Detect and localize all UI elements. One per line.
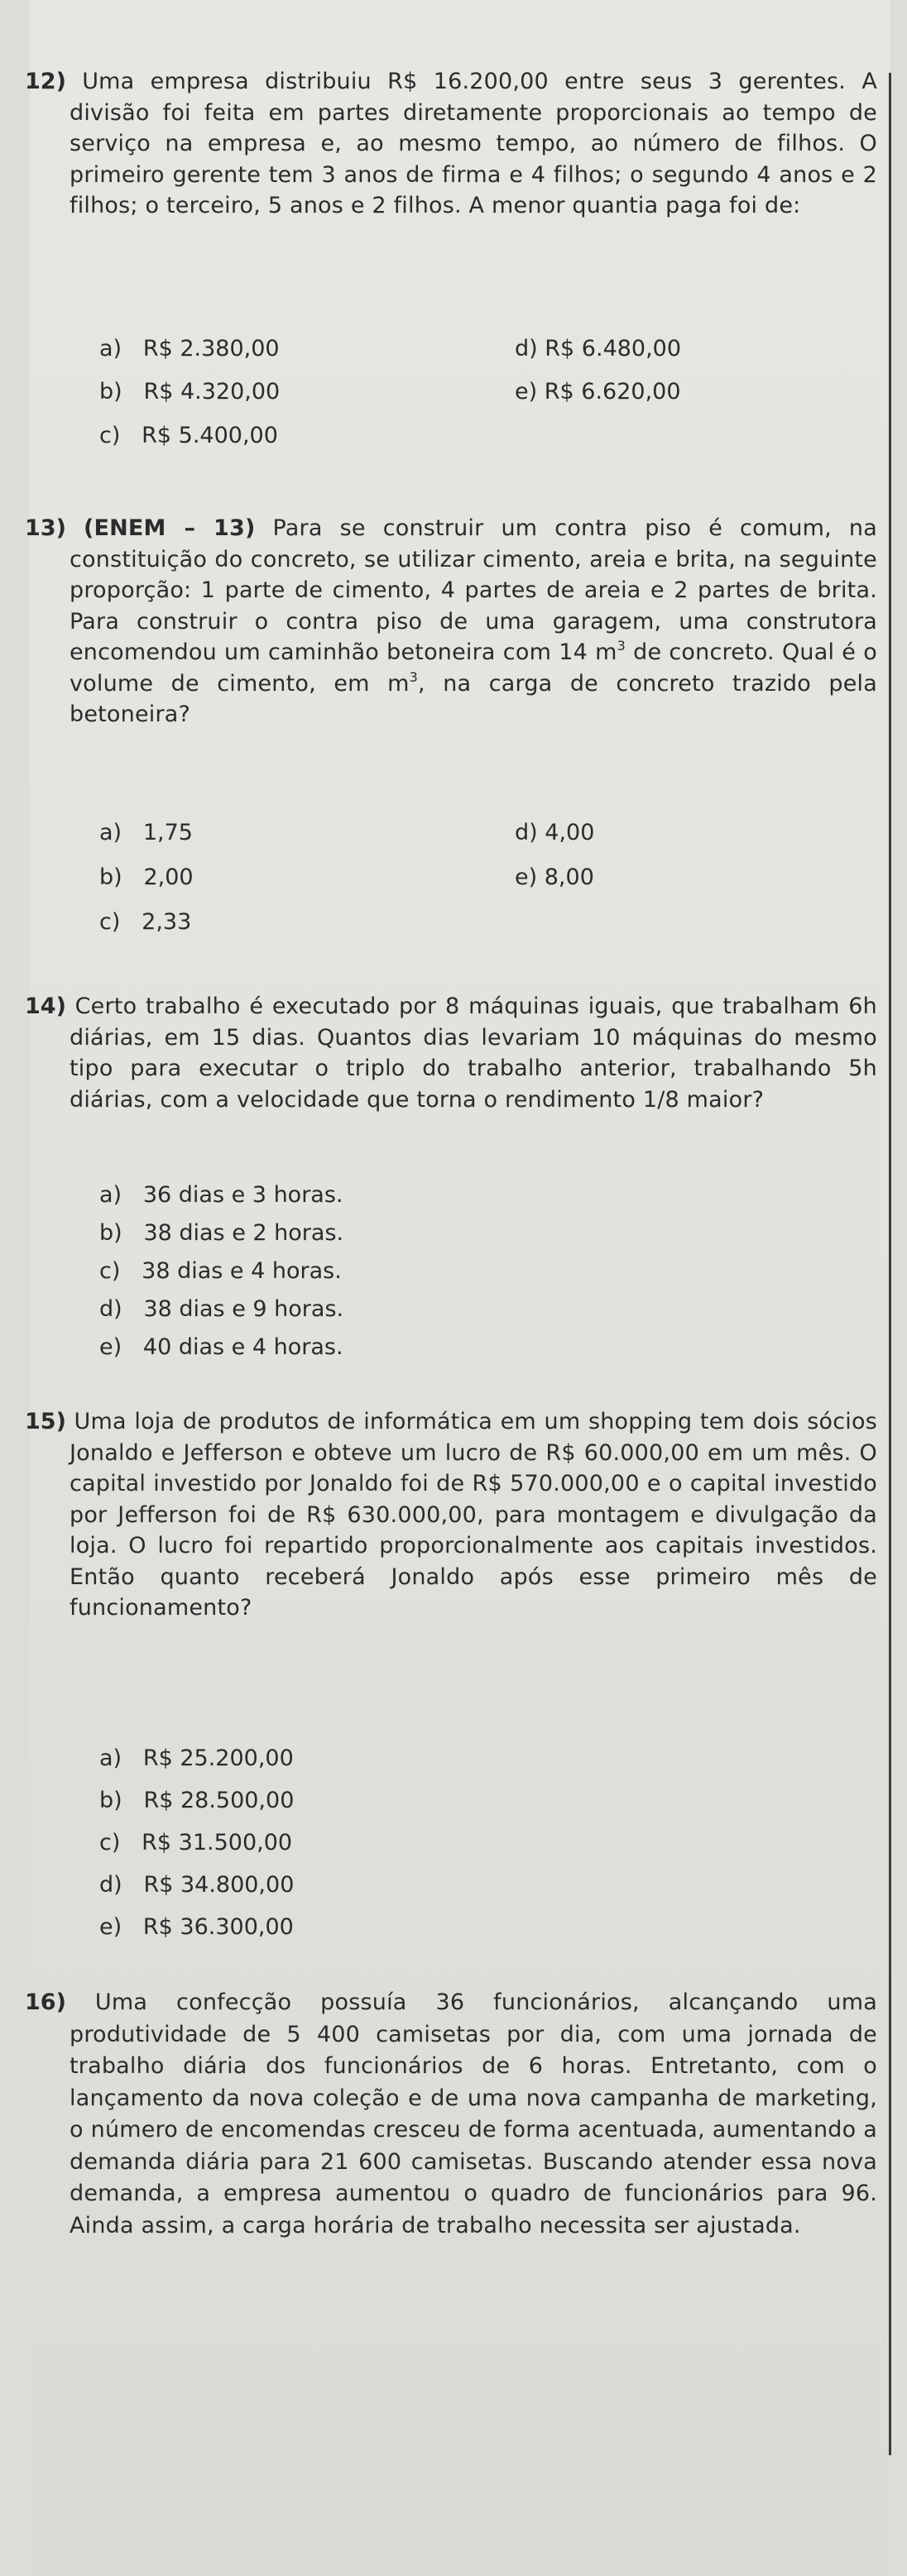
question-12-option-c <box>99 422 278 450</box>
option-letter: a) <box>99 1182 122 1208</box>
option-letter: e) <box>99 1914 122 1940</box>
option-text: 38 dias e 9 horas. <box>143 1296 344 1322</box>
question-13-option-d <box>515 819 594 847</box>
question-statement-cont: de concreto. Qual é o volume de cimento, em <box>70 639 877 697</box>
question-12 <box>25 66 877 222</box>
question-13-option-a <box>99 819 193 847</box>
question-13-option-e <box>515 864 594 892</box>
option-letter: b) <box>99 1220 122 1246</box>
option-text: 4,00 <box>545 820 595 845</box>
question-number: 12) <box>25 69 66 94</box>
option-text: R$ 28.500,00 <box>143 1788 295 1813</box>
option-text: R$ 6.480,00 <box>545 336 682 362</box>
option-text: 1,75 <box>142 820 193 845</box>
option-letter: e) <box>515 379 538 405</box>
option-text: 40 dias e 4 horas. <box>142 1334 343 1360</box>
option-letter: d) <box>99 1296 122 1322</box>
question-13-text <box>25 513 877 730</box>
question-12-option-e <box>515 378 681 406</box>
option-text: R$ 6.620,00 <box>544 379 681 405</box>
question-14-option-c <box>99 1257 342 1286</box>
question-16 <box>25 1987 877 2242</box>
question-statement: Uma confecção possuía 36 funcionários, alcançando uma produtividade de 5 400 camisetas por dia, com uma jornada de trabalho diária dos funcionários de 6 horas. Entretanto, com o lançamento da nova coleção e de uma nova campanha de marketing, o número de encomendas cresceu de forma acentuada, aumentando a demanda diária para 21 600 camisetas. Buscando atender essa nova demanda, a empresa aumentou o quadro de funcionários para 96. Ainda assim, a carga horária de trabalho necessita ser ajustada. <box>70 1989 877 2238</box>
option-letter: e) <box>515 864 538 890</box>
option-letter: a) <box>99 1745 122 1771</box>
question-statement-end: , na carga de concreto trazido pela betoneira? <box>70 670 877 727</box>
question-source: (ENEM – 13) <box>83 515 256 541</box>
question-15-option-a <box>99 1745 294 1773</box>
question-15-option-b <box>99 1787 294 1815</box>
question-number: 13) <box>25 515 66 541</box>
option-letter: c) <box>99 909 121 935</box>
option-letter: e) <box>99 1334 122 1360</box>
option-text: 8,00 <box>544 864 594 890</box>
option-letter: a) <box>99 820 122 845</box>
question-14-option-d <box>99 1295 343 1324</box>
margin-rule <box>889 73 891 2455</box>
option-text: R$ 34.800,00 <box>143 1872 295 1898</box>
option-letter: d) <box>515 820 538 845</box>
option-letter: c) <box>99 1258 121 1284</box>
question-13-option-b <box>99 864 194 892</box>
question-number: 14) <box>25 994 66 1019</box>
question-14 <box>25 991 877 1115</box>
question-statement: Para se construir um contra piso é comum, na constituição do concreto, se utilizar cimento, areia e brita, na seguinte proporção: 1 parte de cimento, 4 partes de areia e 2 partes de brita. Para construir o contra piso de uma garagem, uma construtora encomendou um caminhão betoneira com 14 <box>70 515 877 665</box>
question-15-text <box>25 1406 877 1624</box>
question-13-option-c <box>99 908 191 936</box>
option-letter: b) <box>99 1788 122 1813</box>
option-letter: c) <box>99 423 121 448</box>
option-text: R$ 25.200,00 <box>142 1745 294 1771</box>
option-letter: a) <box>99 336 122 362</box>
option-text: 2,00 <box>143 864 194 890</box>
question-statement: Certo trabalho é executado por 8 máquinas iguais, que trabalham 6h diárias, em 15 dias. Quantos dias levariam 10 máquinas do mesmo tipo para executar o triplo do trabalho anterior, trabalhando 5h diárias, com a velocidade que torna o rendimento 1/8 maior? <box>70 994 877 1113</box>
unit-m3: $m^3$ <box>387 668 418 697</box>
option-text: 38 dias e 4 horas. <box>142 1258 342 1284</box>
option-letter: d) <box>515 336 538 362</box>
option-letter: d) <box>99 1872 122 1898</box>
option-text: 36 dias e 3 horas. <box>142 1182 343 1208</box>
option-text: 38 dias e 2 horas. <box>143 1220 344 1246</box>
option-letter: b) <box>99 864 122 890</box>
option-letter: c) <box>99 1830 121 1855</box>
question-statement: Uma empresa distribuiu R$ 16.200,00 entre seus 3 gerentes. A divisão foi feita em partes diretamente proporcionais ao tempo de serviço na empresa e, ao mesmo tempo, ao número de filhos. O primeiro gerente tem 3 anos de firma e 4 filhos; o segundo 4 anos e 2 filhos; o terceiro, 5 anos e 2 filhos. A menor quantia paga foi de: <box>70 69 877 218</box>
option-text: 2,33 <box>142 909 192 935</box>
option-text: R$ 2.380,00 <box>142 336 280 362</box>
question-number: 15) <box>25 1409 66 1434</box>
question-15-option-e <box>99 1913 294 1942</box>
question-12-option-d <box>515 335 681 363</box>
question-14-text <box>25 991 877 1115</box>
question-12-option-b <box>99 378 280 406</box>
unit-m3: $m^3$ <box>595 638 626 665</box>
option-text: R$ 36.300,00 <box>142 1914 294 1940</box>
option-text: R$ 5.400,00 <box>142 423 278 448</box>
question-15-option-d <box>99 1871 294 1899</box>
question-12-option-a <box>99 335 280 363</box>
option-letter: b) <box>99 379 122 405</box>
question-13 <box>25 513 877 730</box>
option-text: R$ 4.320,00 <box>143 379 281 405</box>
question-14-option-b <box>99 1219 343 1247</box>
question-statement: Uma loja de produtos de informática em um shopping tem dois sócios Jonaldo e Jefferson e obteve um lucro de R$ 60.000,00 em um mês. O capital investido por Jonaldo foi de R$ 570.000,00 e o capital investido por Jefferson foi de R$ 630.000,00, para montagem e divulgação da loja. O lucro foi repartido proporcionalmente aos capitais investidos. Então quanto receberá Jonaldo após esse primeiro mês de funcionamento? <box>70 1409 877 1621</box>
question-14-option-a <box>99 1181 343 1209</box>
question-15-option-c <box>99 1829 292 1857</box>
question-15 <box>25 1406 877 1624</box>
option-text: R$ 31.500,00 <box>142 1830 293 1855</box>
question-number: 16) <box>25 1989 66 2015</box>
question-12-text <box>25 66 877 222</box>
question-14-option-e <box>99 1333 343 1362</box>
question-16-text <box>25 1987 877 2242</box>
